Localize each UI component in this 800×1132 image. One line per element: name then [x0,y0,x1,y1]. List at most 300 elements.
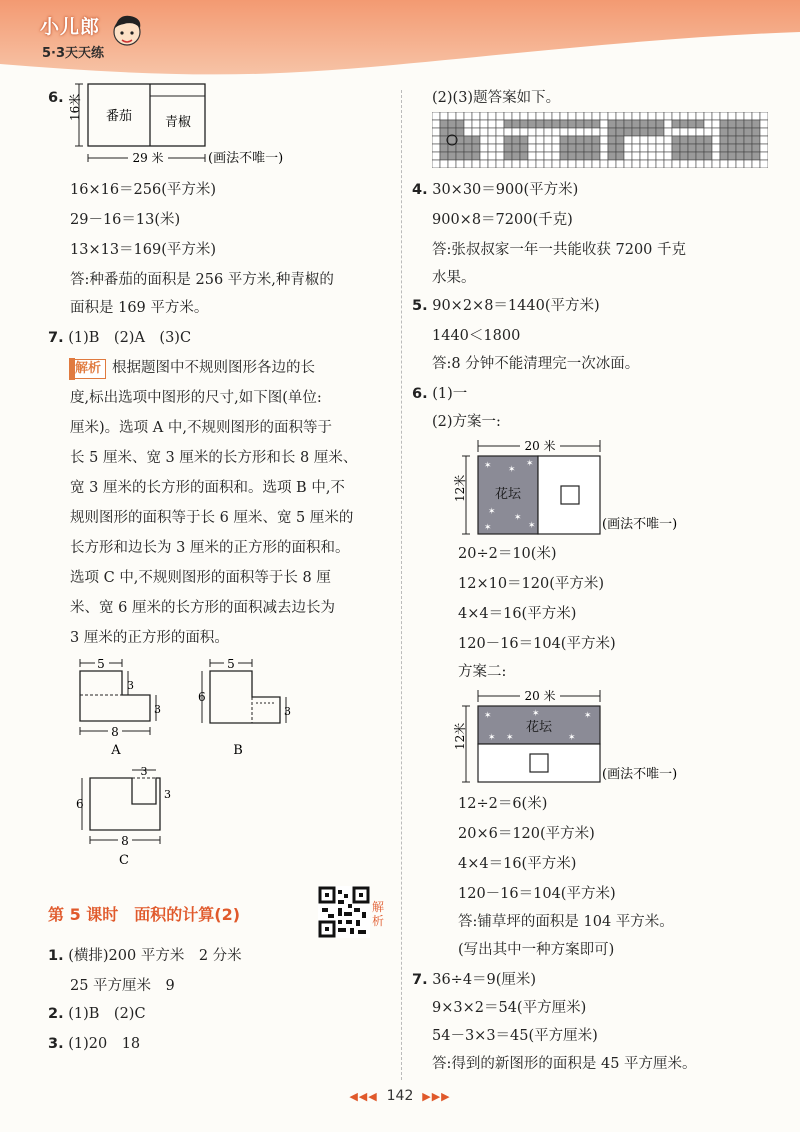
plan2-note: (写出其中一种方案即可) [458,942,615,958]
grid-cell [616,136,624,144]
grid-cell [504,112,512,120]
grid-cell [568,152,576,160]
grid-cell [632,128,640,136]
q7-figure-b [190,655,300,760]
grid-cell [480,136,488,144]
grid-cell [712,152,720,160]
grid-cell [648,120,656,128]
q3-answer-grid [432,112,768,168]
svg-text:✶: ✶ [484,461,492,471]
grid-cell [680,112,688,120]
column-divider [401,90,402,1080]
lesson-title: 第 5 课时 面积的计算(2) [48,905,241,924]
q6-tomato-label: 番茄 [105,109,133,124]
grid-cell [672,136,680,144]
grid-cell [568,128,576,136]
grid-cell [448,112,456,120]
grid-cell [520,112,528,120]
lesson-q1-line-2: 25 平方厘米 9 [70,978,175,994]
grid-cell [432,112,440,120]
grid-cell [456,120,464,128]
grid-cell [496,152,504,160]
grid-cell [496,120,504,128]
page-number: 142 [386,1088,414,1104]
grid-cell [680,152,688,160]
grid-cell [440,144,448,152]
grid-cell [736,152,744,160]
grid-cell [592,112,600,120]
q7-analysis-line-5: 宽 3 厘米的长方形的面积和。选项 B 中,不 [70,480,345,496]
grid-cell [608,112,616,120]
grid-cell [704,144,712,152]
r-q6-part1: 6. (1)一 [412,386,468,402]
grid-cell [760,128,768,136]
grid-cell [504,152,512,160]
grid-cell [464,144,472,152]
grid-cell [472,160,480,168]
prev-arrows-icon: ◀◀◀ [349,1090,378,1103]
grid-cell [656,112,664,120]
grid-cell [608,120,616,128]
grid-cell [520,144,528,152]
grid-cell [672,120,680,128]
grid-cell [592,136,600,144]
grid-cell [600,136,608,144]
grid-cell [480,144,488,152]
grid-cell [528,144,536,152]
grid-cell [744,144,752,152]
grid-cell [640,128,648,136]
grid-cell [560,136,568,144]
grid-cell [760,160,768,168]
q3b-intro: (2)(3)题答案如下。 [432,90,561,106]
svg-text:✶: ✶ [584,711,592,721]
grid-cell [512,128,520,136]
grid-cell [488,120,496,128]
grid-cell [576,160,584,168]
grid-cell [552,136,560,144]
plan2-answer: 答:铺草坪的面积是 104 平方米。 [458,914,674,930]
grid-cell [504,144,512,152]
grid-cell [704,112,712,120]
grid-cell [536,128,544,136]
svg-text:6: 6 [198,690,206,704]
grid-cell [696,144,704,152]
q7-analysis-line-8: 选项 C 中,不规则图形的面积等于长 8 厘 [70,570,331,586]
plan2-line-2: 20×6＝120(平方米) [458,826,595,842]
grid-cell [672,152,680,160]
grid-cell [760,136,768,144]
grid-cell [512,160,520,168]
brand-logo [40,12,150,72]
grid-cell [472,120,480,128]
grid-cell [600,120,608,128]
grid-cell [648,112,656,120]
grid-cell [520,160,528,168]
grid-cell [616,160,624,168]
r-q7-line-4: 答:得到的新图形的面积是 45 平方厘米。 [432,1056,697,1072]
svg-text:5: 5 [227,657,235,671]
q6-number: 6. [48,90,64,106]
grid-cell [592,120,600,128]
grid-cell [464,128,472,136]
grid-cell [664,160,672,168]
svg-text:(画法不唯一): (画法不唯一) [602,517,678,532]
r-q4-line-3: 答:张叔叔家一年一共能收获 7200 千克 [432,242,687,258]
grid-cell [488,152,496,160]
grid-cell [752,160,760,168]
grid-cell [656,160,664,168]
grid-cell [656,144,664,152]
grid-cell [496,136,504,144]
svg-text:(画法不唯一): (画法不唯一) [602,767,678,782]
grid-cell [752,144,760,152]
grid-cell [544,128,552,136]
grid-cell [584,144,592,152]
svg-text:20 米: 20 米 [524,439,556,453]
grid-cell [672,144,680,152]
q6-height-label: 16米 [68,93,82,121]
q7-analysis-line-4: 长 5 厘米、宽 3 厘米的长方形和长 8 厘米、 [70,450,358,466]
grid-cell [520,152,528,160]
svg-text:3: 3 [284,705,291,718]
grid-cell [760,144,768,152]
svg-text:花坛: 花坛 [525,720,553,735]
grid-cell [488,160,496,168]
grid-cell [744,160,752,168]
grid-cell [760,112,768,120]
grid-cell [736,128,744,136]
grid-cell [504,120,512,128]
grid-cell [488,128,496,136]
svg-text:✶: ✶ [532,709,540,719]
grid-cell [640,152,648,160]
svg-text:3: 3 [127,679,134,692]
grid-cell [456,112,464,120]
q7-answer: 7. (1)B (2)A (3)C [48,330,192,346]
grid-cell [640,120,648,128]
grid-cell [560,152,568,160]
grid-cell [728,120,736,128]
grid-cell [528,112,536,120]
q7-figure-c [70,760,180,868]
plan2-figure [448,682,738,792]
q6-note: (画法不唯一) [208,151,284,166]
grid-cell [728,152,736,160]
q6-line-1: 16×16＝256(平方米) [70,182,217,198]
grid-cell [544,144,552,152]
svg-text:C: C [119,853,129,868]
svg-text:B: B [233,743,243,758]
analysis-tag: 解析 [70,359,106,379]
grid-cell [552,152,560,160]
q7-analysis-line-3: 厘米)。选项 A 中,不规则图形的面积等于 [70,420,332,436]
grid-cell [448,120,456,128]
r-q7-line-3: 54－3×3＝45(平方厘米) [432,1028,598,1044]
grid-cell [488,136,496,144]
r-q5-line-2: 1440＜1800 [432,328,521,344]
grid-cell [664,112,672,120]
grid-cell [536,120,544,128]
grid-cell [560,128,568,136]
grid-cell [624,144,632,152]
r-q7-line-2: 9×3×2＝54(平方厘米) [432,1000,587,1016]
grid-cell [688,160,696,168]
grid-cell [632,160,640,168]
grid-cell [432,128,440,136]
grid-cell [552,128,560,136]
grid-cell [512,136,520,144]
grid-cell [592,144,600,152]
grid-cell [672,160,680,168]
grid-cell [752,136,760,144]
grid-cell [728,128,736,136]
grid-cell [624,120,632,128]
grid-cell [552,112,560,120]
grid-cell [688,120,696,128]
grid-cell [544,136,552,144]
grid-cell [528,120,536,128]
grid-cell [720,160,728,168]
svg-text:3: 3 [164,788,171,801]
qr-code-icon[interactable] [318,886,370,938]
grid-cell [432,160,440,168]
grid-cell [528,152,536,160]
q7-analysis-line-1: 解析 根据题图中不规则图形各边的长 [70,358,315,379]
grid-cell [432,144,440,152]
lesson-q3: 3. (1)20 18 [48,1036,141,1052]
next-arrows-icon: ▶▶▶ [422,1090,451,1103]
grid-cell [432,152,440,160]
grid-cell [568,136,576,144]
grid-cell [512,144,520,152]
grid-cell [616,152,624,160]
grid-cell [696,152,704,160]
r-q7-line-1: 7. 36÷4＝9(厘米) [412,972,537,988]
grid-cell [528,160,536,168]
grid-cell [528,136,536,144]
grid-cell [696,136,704,144]
grid-cell [696,120,704,128]
mascot-icon [110,12,144,52]
grid-cell [456,160,464,168]
grid-cell [648,144,656,152]
grid-cell [624,152,632,160]
svg-text:3: 3 [154,703,161,716]
grid-cell [712,136,720,144]
q6-line-5: 面积是 169 平方米。 [70,300,209,316]
grid-cell [744,128,752,136]
grid-cell [704,136,712,144]
q7-analysis-line-7: 长方形和边长为 3 厘米的正方形的面积和。 [70,540,350,556]
grid-cell [704,152,712,160]
grid-cell [568,144,576,152]
r-q4-line-4: 水果。 [432,270,476,286]
grid-cell [704,160,712,168]
grid-cell [584,112,592,120]
logo-subtitle: 5·3天天练 [42,46,105,61]
grid-cell [736,144,744,152]
grid-cell [728,136,736,144]
grid-cell [464,160,472,168]
grid-cell [512,152,520,160]
grid-cell [448,160,456,168]
grid-cell [560,120,568,128]
svg-text:8: 8 [121,834,129,848]
grid-cell [576,136,584,144]
grid-cell [608,144,616,152]
r-q4-line-2: 900×8＝7200(千克) [432,212,573,228]
q7-figure-a [70,655,180,760]
grid-cell [704,128,712,136]
grid-cell [464,136,472,144]
grid-cell [600,144,608,152]
grid-cell [728,112,736,120]
plan1-line-4: 120－16＝104(平方米) [458,636,616,652]
grid-cell [712,160,720,168]
grid-cell [584,120,592,128]
plan2-line-3: 4×4＝16(平方米) [458,856,577,872]
grid-cell [472,136,480,144]
grid-cell [632,152,640,160]
grid-cell [584,136,592,144]
grid-cell [456,152,464,160]
grid-cell [624,136,632,144]
grid-cell [704,120,712,128]
grid-cell [728,160,736,168]
grid-cell [512,120,520,128]
grid-cell [440,112,448,120]
grid-cell [488,144,496,152]
svg-text:20 米: 20 米 [524,689,556,703]
grid-cell [472,112,480,120]
grid-cell [544,152,552,160]
grid-cell [584,128,592,136]
grid-cell [616,112,624,120]
grid-cell [696,128,704,136]
grid-cell [680,136,688,144]
grid-cell [584,152,592,160]
grid-cell [600,128,608,136]
grid-cell [616,120,624,128]
svg-text:8: 8 [111,725,119,739]
grid-cell [664,144,672,152]
grid-cell [496,144,504,152]
svg-text:✶: ✶ [528,521,536,531]
grid-cell [536,152,544,160]
grid-cell [608,128,616,136]
grid-cell [448,136,456,144]
q6-garden-figure [68,80,328,175]
grid-cell [480,120,488,128]
svg-text:12米: 12米 [453,722,467,750]
svg-text:✶: ✶ [484,711,492,721]
grid-cell [688,112,696,120]
q6-width-label: 29 米 [132,151,164,165]
grid-cell [520,128,528,136]
svg-text:✶: ✶ [488,507,496,517]
grid-cell [656,128,664,136]
grid-cell [504,160,512,168]
grid-cell [736,112,744,120]
grid-cell [672,128,680,136]
grid-cell [752,120,760,128]
grid-cell [472,144,480,152]
grid-cell [720,112,728,120]
grid-cell [688,152,696,160]
grid-cell [584,160,592,168]
lesson-q1-line-1: 1. (横排)200 平方米 2 分米 [48,948,242,964]
grid-cell [720,128,728,136]
grid-cell [544,112,552,120]
grid-cell [680,144,688,152]
grid-cell [440,160,448,168]
grid-cell [520,136,528,144]
grid-cell [688,144,696,152]
grid-cell [552,120,560,128]
grid-cell [592,152,600,160]
grid-cell [456,128,464,136]
grid-cell [680,120,688,128]
grid-cell [736,120,744,128]
grid-cell [752,112,760,120]
q7-analysis-line-9: 米、宽 6 厘米的长方形的面积减去边长为 [70,600,335,616]
grid-cell [664,136,672,144]
q6-line-4: 答:种番茄的面积是 256 平方米,种青椒的 [70,272,334,288]
grid-cell [672,112,680,120]
grid-cell [616,144,624,152]
grid-cell [648,136,656,144]
plan2-line-1: 12÷2＝6(米) [458,796,548,812]
grid-cell [592,128,600,136]
svg-text:✶: ✶ [568,733,576,743]
plan1-line-2: 12×10＝120(平方米) [458,576,605,592]
grid-cell [640,144,648,152]
grid-cell [656,120,664,128]
grid-cell [480,152,488,160]
grid-cell [488,112,496,120]
grid-cell [472,152,480,160]
grid-cell [640,112,648,120]
grid-cell [512,112,520,120]
grid-cell [760,120,768,128]
grid-cell [464,152,472,160]
grid-cell [664,128,672,136]
grid-cell [536,112,544,120]
plan1-figure [448,432,738,542]
grid-cell [520,120,528,128]
grid-cell [480,128,488,136]
svg-text:✶: ✶ [506,733,514,743]
grid-cell [712,144,720,152]
grid-cell [504,128,512,136]
q7-analysis-line-10: 3 厘米的正方形的面积。 [70,630,229,646]
grid-cell [440,120,448,128]
grid-cell [744,136,752,144]
grid-cell [592,160,600,168]
grid-cell [656,152,664,160]
page-footer [0,1088,800,1104]
lesson-q2: 2. (1)B (2)C [48,1006,146,1022]
grid-cell [736,160,744,168]
grid-cell [576,144,584,152]
q6-pepper-label: 青椒 [164,115,192,130]
grid-cell [440,152,448,160]
grid-cell [688,136,696,144]
grid-cell [760,152,768,160]
grid-cell [624,160,632,168]
grid-cell [432,136,440,144]
